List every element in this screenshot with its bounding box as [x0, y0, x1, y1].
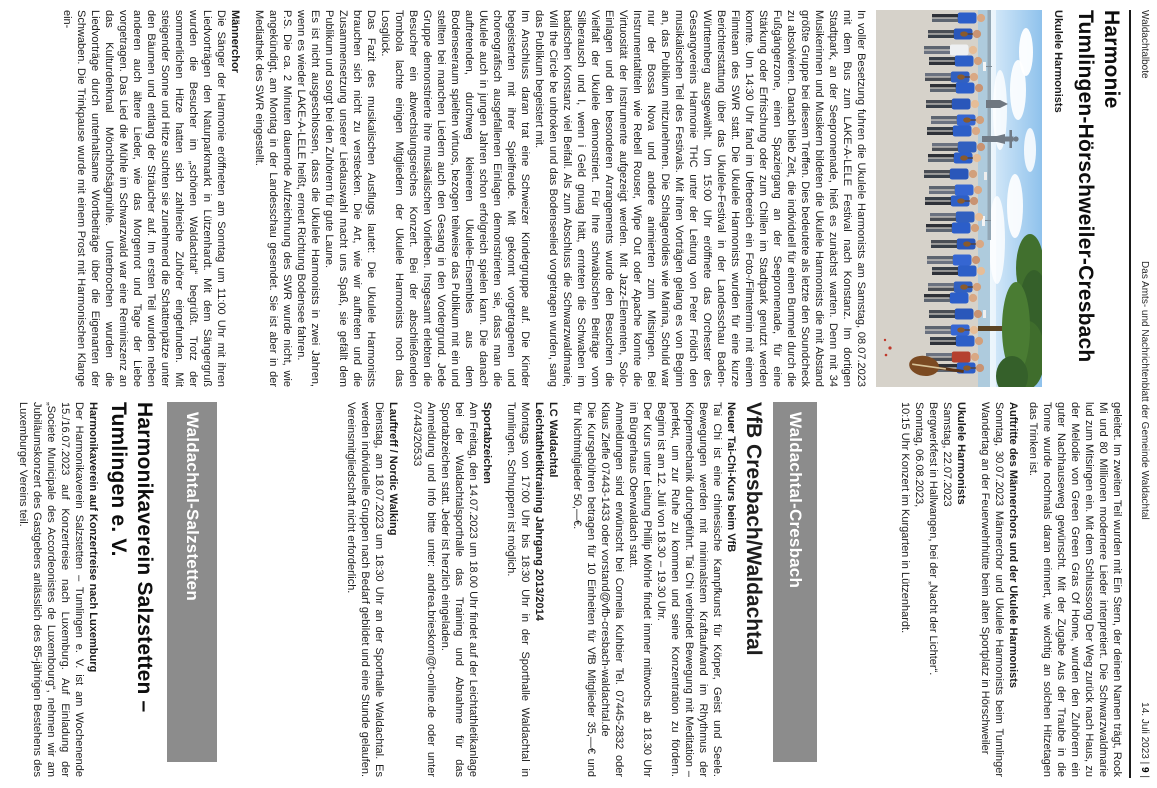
article-title-line2: Tumlingen-Hörschweiler-Cresbach [1074, 10, 1097, 363]
article-paragraph: Es ist nicht ausgeschlossen, dass die Ukulele Harmonists in zwei Jahren, wenn es wieder LAKE-A-LELE heißt, erneut Richtung Bodensee fahren. [295, 10, 321, 387]
taichi-paragraph: Anmeldungen sind erwünscht bei Cornelia Kuhbier Tel. 07445-2832 oder Klaus Ziefle 07443-1433 oder vorstand@vfb-cresbach-waldachtal.de [599, 402, 625, 777]
photo-far-shore [988, 10, 992, 240]
page-header [1139, 10, 1150, 778]
article-ps-note: P.S. Die ca. 2 Minuten dauernde Aufzeichnung des SWR wurde nicht, wie angekündigt, am Montag in der Landesschau gesendet. Sie ist aber in der Mediathek des SWR eingestellt. [253, 10, 293, 387]
training-heading: Leichtathletiktraining Jahrgang 2013/2014 [533, 402, 545, 621]
taichi-paragraph: Tai Chi ist eine chinesische Kampfkunst für Körper, Geist und Seele. Bewegungen werden mit minimalstem Kraftaufwand im Rhythmus der Körpermechanik durchgeführt. Tai Chi verbindet Bewegung mit Meditation – perfekt, um zur Ruhe zu kommen und seine Konzentration zu fördern. Beginn ist am 12. Juli von 18.30 – 19.30 Uhr. [655, 402, 723, 777]
article-paragraph: Im Anschluss daran trat eine Schweizer Kindergruppe auf. Die Kinder begeisterten mit ihrer Spielfreude. Mit gekonnt vorgetragenen und choreografisch ausgefallenen Einlagen demonstrierten sie, dass man die Ukulele auch in jungen Jahren schon erfolgreich spielen kann. Die danach auftretenden, durchweg kleineren Ukulele-Ensembles aus dem Bodenseeraum spielten virtuos, bezogen teilweise das Publikum mit ein und stellten bei manchen Liedern auch den Gesang in den Vordergrund. Jede Gruppe demonstrierte ihre musikalischen Vorlieben. Insgesamt erlebten die Besucher ein abwechslungsreiches Konzert. Bei der abschließenden Tombola lachte einigen Mitgliedern der Ukulele Harmonists noch das Losglück. [379, 10, 531, 387]
section-salzstetten-content [16, 402, 157, 777]
harmonikaverein-title-line2: Tumlingen e. V. [107, 402, 130, 557]
auftritte-heading: Auftritte des Männerchors und der Ukulele Harmonists [1007, 402, 1019, 689]
maennerchor-paragraph: Die Sänger der Harmonie eröffneten am Sonntag um 11:00 Uhr mit ihren Liedvorträgen den Naturparkmarkt in Lützenhardt. Mit dem Sängergruß wurden die Besucher im „schönen Waldachtal“ begrüßt. Trotz der sommerlichen Hitze hatten sich zahlreiche Zuhörer eingefunden. Mit steigender Sonne und Hitze suchten sie zunehmend die Schattenpätze unter den Bäumen und entlang der Sträucher auf. Im ersten Teil wurden neben anderen auch ältere Lieder, wie das Morgenrot und Tage der Liebe vorgetragen. Das Lied die Mühle im Schwarzwald war eine Reminiszenz an das Kulturdenkmal Mönchhofsägmühle. Unterbrochen wurden die Liedvorträge durch unterhaltsame Wortbeiträge über die Eigenarten der Schwaben. Die Trinkpause wurde mit einem Prost mit Harmonischen Klange ein- [61, 10, 227, 387]
column-right-top [898, 402, 1124, 777]
training-paragraph: Montags von 17:00 Uhr bis 18:30 Uhr in der Sporthalle Waldachtal in Tumlingen. Schnuppern ist möglich. [505, 402, 531, 777]
group-photo [876, 10, 1042, 387]
sportabzeichen-paragraph: Am Freitag, den 14.07.2023 um 18.00 Uhr findet auf der Leichtathletikanlage bei der Waldachtalsporthalle das Training und Abnahme für das Sportabzeichen statt. Jeder ist herzlich eingeladen. [439, 402, 479, 777]
taichi-paragraph: Der Kurs unter Leitung Phillip Möhrle findet immer mittwochs ab 18.30 Uhr im Bürgerhaus Oberwaldach statt. [627, 402, 653, 777]
sportabzeichen-contact: Anmeldung und Info bitte unter: andrea.brieskorn@t-online.de oder unter 07443/20533 [411, 402, 437, 777]
continuation-paragraph: geleitet. Im zweiten Teil wurden mit Ein Stern, der deinen Namen trägt, Rock Mi und 80 Millionen modernere Lieder interpretiert. Die Schwarzwaldmarie lud zum Mitsingen ein. Mit dem Schlusssong Der Weg zurück nach Haus, zu der Melodie von Green Green Gras Of Home, wurden den Zuhörern ein guter Nachhauseweg gewünscht. Mit der Zugabe Aus der Traube in die Tonne wurde nochmals daran erinnert, wie wichtig an solchen Hitzetagen das Trinken ist. [1027, 402, 1123, 777]
article-paragraph: In voller Besetzung fuhren die Ukulele Harmonists am Samstag, 08.07.2023 mit dem Bus zum LAKE-A-LELE Festival nach Konstanz. Im dortigen Stadtpark, an der Seepromenade, hieß es zunächst warten. Denn mit 34 Musikerinnen und Musikern bildeten die Ukulele Harmonists die mit Abstand größte Gruppe bei diesem Treffen. Dies bedeutete als letzte den Soundcheck zu absolvieren. Danach blieb Zeit, die individuell für einen Bummel durch die Fußgängerzone, einen Spaziergang an der Seepromenade, für eine Stärkung oder Erfrischung oder zum Chillen im Stadtpark genutzt werden konnte. Um 14:30 Uhr fand im Uferbereich ein Foto-/Filmtermin mit einem Filmteam des SWR statt. Die Ukulele Harmonists wurden für eine kurze Berichterstattung über das Ukulele-Festival in der Landesschau Baden-Württemberg ausgewählt. Um 15:00 Uhr eröffnete das Orchester des Gesangvereins Harmonie THC unter der Leitung von Peter Frölich den musikalischen Teil des Festivals. Mit ihren Vorträgen gelang es von Beginn an, das Publikum mitzunehmen. Die Schlageroldies wie Marina, Schuld war nur der Bossa Nova und andere animierten zum Mitsingen. Bei Instrumentaltiteln wie Rebell Rouser, Wipe Out oder Apache konnte die Virtuosität der Instrumente aufgezeigt werden. Mit Jazz-Elementen, Solo-Einlagen und den besonderen Arrangements wurde den Besuchern die Vielfalt der Ukulele demonstriert. Für Ihre schwäbischen Beiträge vom Silberausch und I, wenn i Geld gnuag hätt, ernteten die Schwaben im badischen Konstanz viel Beifall. Als zum Abschluss die Schwarzwaldmarie, Will the Circle be unbroken und das Bodenseelied vorgetragen wurden, sang das Publikum begeistert mit. [533, 10, 867, 387]
sportabzeichen-heading: Sportabzeichen [481, 402, 493, 484]
harmonikaverein-title [105, 402, 157, 777]
section-cresbach-content [344, 402, 765, 777]
separator: | [1139, 761, 1150, 765]
article-subtitle: Ukulele Harmonists [1052, 10, 1064, 113]
banner-label: Waldachtal-Cresbach [786, 412, 805, 589]
harmonikaverein-title-line1: Harmonikaverein Salzstetten – [133, 402, 156, 713]
event-description: Bergwerkfest in Hallwangen, bei der „Nacht der Lichter“. [927, 402, 939, 676]
konzertreise-heading: Harmonikaverein auf Konzertreise nach Luxemburg [87, 402, 99, 673]
banner-label: Waldachtal-Salzstetten [183, 412, 202, 601]
maennerchor-heading: Männerchor [229, 10, 241, 73]
section-banner-salzstetten [167, 402, 217, 762]
newsletter-name: Waldachtalbote [1139, 10, 1150, 79]
event-date: Samstag, 22.07.2023 [941, 402, 953, 507]
lauftreff-heading: Lauftreff / Nordic Walking [387, 402, 399, 536]
lauftreff-paragraph: Dienstag, am 18.07.2023 um 18:30 Uhr an der Sporthalle Waldachtal. Es werden individuelle Gruppen nach Bedarf gebildet und eine Stunde gelaufen. Vereinsmitgliedschaft nicht erforderlich. [345, 402, 385, 777]
issue-date: 14. Juli 2023 [1139, 702, 1150, 759]
article-title [1072, 10, 1124, 387]
taichi-heading: Neuer Tai-Chi-Kurs beim VfB [725, 402, 737, 553]
konzertreise-paragraph: Der Harmonikaverein Salzstetten – Tumlingen e. V. ist am Wochenende 15./16.07.2023 auf Konzertreise nach Luxemburg. Auf Einladung der „Societe Municipale des Accordeonistes de Luxembourg“, nehmen wir am Jubiläumskonzert des Gastgebers anlässlich des 85-jährigen Bestehens des Luxemburger Vereins teil. [17, 402, 85, 777]
newsletter-subtitle: Das Amts- und Nachrichtenblatt der Gemeinde Waldachtal [1139, 261, 1150, 520]
section-banner-cresbach [773, 402, 817, 762]
event-description: 10:15 Uhr Konzert im Kurgarten in Lützenhardt. [899, 402, 911, 634]
separator: | [1139, 775, 1150, 778]
lc-waldachtal-heading: LC Waldachtal [547, 402, 559, 478]
page-number: 9 [1139, 767, 1150, 773]
header-rule [1129, 10, 1131, 778]
event-date: Sonntag, 06.08.2023, [913, 402, 925, 508]
column-left [60, 10, 1124, 387]
vfb-title: VfB Cresbach/Waldachtal [742, 402, 765, 656]
taichi-paragraph: Die Kursgebühren betragen für 10 Einheiten für VfB Mitglieder 35,—€ und für Nichtmitglieder 50,—€. [571, 402, 597, 777]
auftritte-paragraph: Sonntag, 30.07.2023 Männerchor und Ukulele Harmonists beim Tumlinger Wandertag an der Feuerwehrhütte beim alten Sportplatz in Hörschweiler [979, 402, 1005, 777]
article-paragraph: Das Fazit des musikalischen Ausflugs lautet: Die Ukulele Harmonists brauchen sich nicht zu verstecken. Die Art, wie wir auftreten und die Zusammensetzung unserer Liedauswahl macht uns Spaß, sie gefällt dem Publikum und sorgt bei den Zuhörern für gute Laune. [323, 10, 377, 387]
ukulele-dates-heading: Ukulele Harmonists [955, 402, 967, 505]
page-date-number [1139, 702, 1150, 778]
article-title-line1: Harmonie [1100, 10, 1123, 109]
